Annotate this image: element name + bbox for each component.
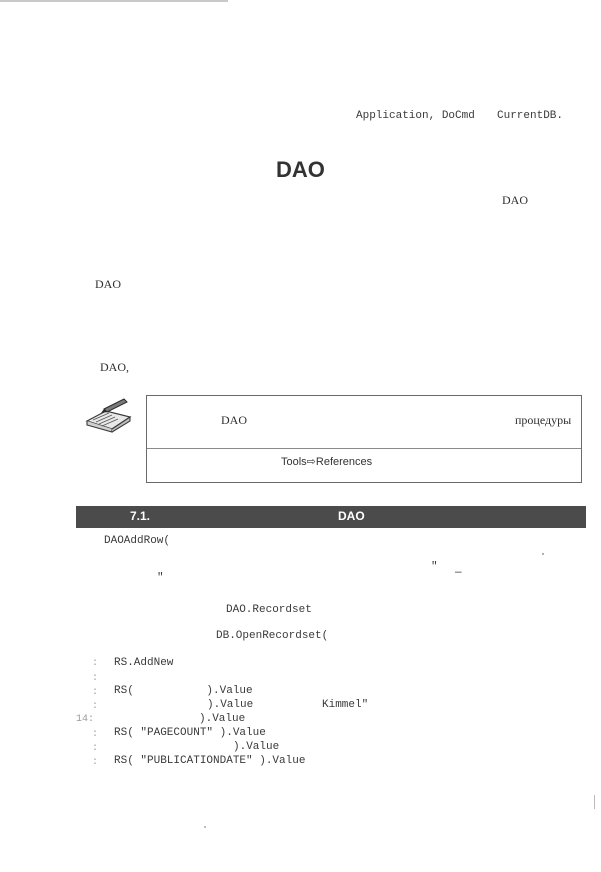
code-open-recordset: DB.OpenRecordset( <box>216 630 329 642</box>
code-line-value-5: ).Value <box>233 741 280 753</box>
listing-number: 7.1. <box>130 509 151 523</box>
listing-title: DAO <box>338 509 365 523</box>
line-number-marker: : <box>92 743 99 754</box>
code-line-value-3: ).Value <box>199 713 246 725</box>
scan-speck <box>542 553 544 555</box>
line-number-marker: : <box>92 701 99 712</box>
code-quote-mark-2: " <box>157 572 164 584</box>
note-box <box>146 395 582 483</box>
code-line-addnew: RS.AddNew <box>114 657 174 669</box>
line-number-14: 14: <box>76 714 95 725</box>
code-quote-mark-1: " <box>431 561 438 573</box>
line-number-marker: : <box>92 729 99 740</box>
section-heading: DAO <box>276 157 325 182</box>
code-line-value-kimmel-b: Kimmel" <box>322 699 369 711</box>
note-menu-path: Tools⇨References <box>281 456 373 468</box>
note-procedures-word: процедуры <box>515 413 572 427</box>
line-number-marker: : <box>92 658 99 669</box>
note-dao-word: DAO <box>221 413 247 427</box>
top-rule <box>0 0 228 2</box>
objects-text: Application, DoCmd <box>356 110 475 122</box>
code-dash: — <box>455 567 462 579</box>
note-divider <box>147 448 581 449</box>
scan-speck <box>594 795 595 809</box>
paragraph-dao-2: DAO, <box>100 360 129 374</box>
code-line-pagecount: RS( "PAGECOUNT" ).Value <box>114 727 266 739</box>
paragraph-dao-1: DAO <box>95 277 121 291</box>
code-line-value-kimmel-a: ).Value <box>207 699 254 711</box>
code-recordset-decl: DAO.Recordset <box>226 604 312 616</box>
code-line-rs-value-1: RS( ).Value <box>114 685 253 697</box>
line-number-marker: : <box>92 757 99 768</box>
code-header: DAOAddRow( <box>104 535 171 547</box>
section-right-label: DAO <box>502 193 528 207</box>
line-number-marker: : <box>92 687 99 698</box>
listing-title-bar <box>76 506 586 528</box>
currentdb-text: CurrentDB. <box>497 110 564 122</box>
note-book-icon <box>84 397 134 433</box>
line-number-marker: : <box>92 673 99 684</box>
scan-speck <box>204 826 206 828</box>
code-line-pubdate: RS( "PUBLICATIONDATE" ).Value <box>114 755 306 767</box>
